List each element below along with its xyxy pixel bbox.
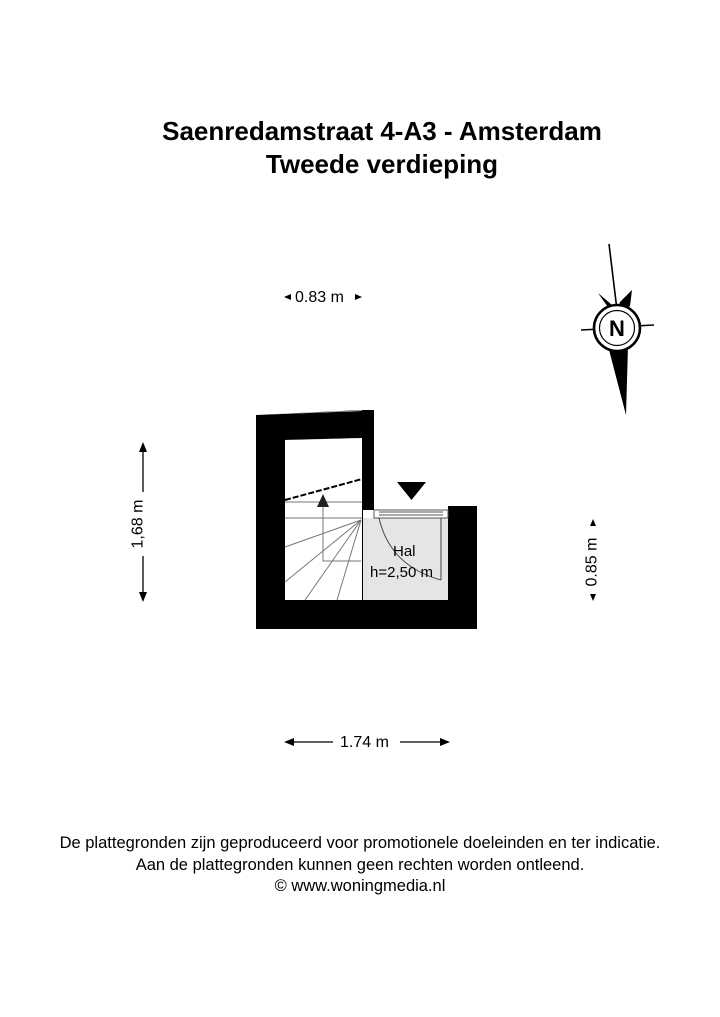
disclaimer-line-1: De plattegronden zijn geproduceerd voor promotionele doeleinden en ter indicatie. <box>59 834 661 852</box>
copyright-line: © www.woningmedia.nl <box>274 877 446 895</box>
dimension-right-label: 0.85 m <box>583 537 601 587</box>
plan-title-address: Saenredamstraat 4-A3 - Amsterdam <box>162 116 602 146</box>
disclaimer-line-2: Aan de plattegronden kunnen geen rechten worden ontleend. <box>135 856 585 874</box>
north-arrow-icon <box>581 244 654 415</box>
room-height-hal: h=2,50 m <box>370 564 433 581</box>
plan-title-floor: Tweede verdieping <box>265 149 499 179</box>
room-name-hal: Hal <box>393 543 416 560</box>
compass-label: N <box>609 316 625 341</box>
dimension-top-label: 0.83 m <box>295 289 344 306</box>
entrance-marker-icon <box>397 482 426 500</box>
dimension-left-label: 1,68 m <box>129 499 147 549</box>
dimension-bottom-label: 1.74 m <box>340 734 389 751</box>
